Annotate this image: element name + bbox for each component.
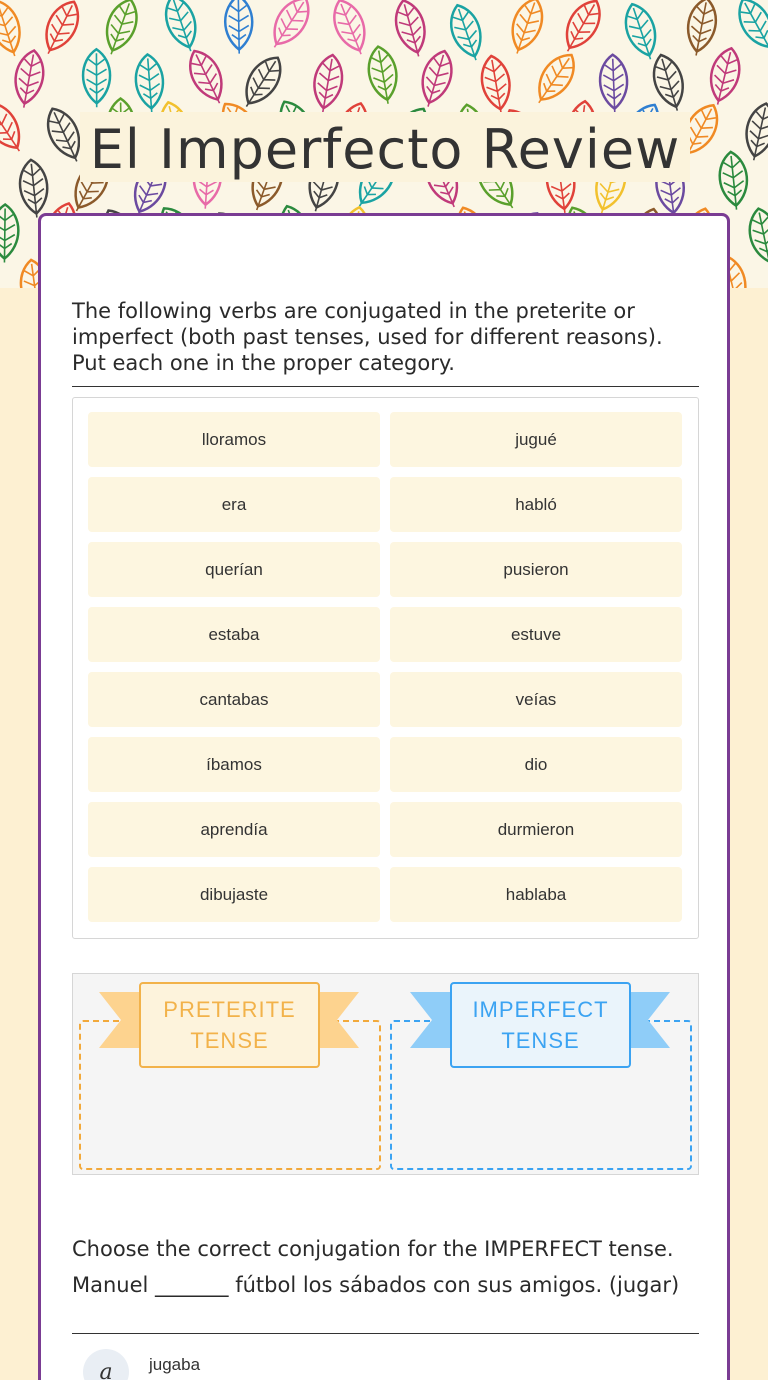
leaf-icon bbox=[0, 95, 31, 158]
leaf-icon bbox=[235, 50, 289, 113]
leaf-icon bbox=[683, 0, 720, 58]
category-label-line: PRETERITE bbox=[163, 997, 296, 1022]
word-chip[interactable]: pusieron bbox=[390, 542, 682, 597]
leaf-icon bbox=[160, 0, 204, 55]
word-chip[interactable]: dibujaste bbox=[88, 867, 380, 922]
leaf-icon bbox=[10, 48, 47, 110]
page-title: El Imperfecto Review bbox=[89, 118, 681, 181]
leaf-icon bbox=[619, 0, 663, 63]
preterite-category-label bbox=[139, 982, 320, 1068]
divider bbox=[72, 1333, 699, 1334]
leaf-icon bbox=[83, 49, 110, 107]
imperfect-category-label bbox=[450, 982, 631, 1068]
leaf-icon bbox=[134, 53, 165, 113]
leaf-icon bbox=[390, 0, 431, 60]
word-chip[interactable]: cantabas bbox=[88, 672, 380, 727]
leaf-icon bbox=[36, 0, 86, 60]
leaf-icon bbox=[717, 151, 750, 211]
word-chip[interactable]: estuve bbox=[390, 607, 682, 662]
leaf-icon bbox=[263, 0, 317, 55]
worksheet-card bbox=[38, 213, 730, 1380]
word-chip[interactable]: íbamos bbox=[88, 737, 380, 792]
word-chip[interactable]: veías bbox=[390, 672, 682, 727]
word-chip[interactable]: lloramos bbox=[88, 412, 380, 467]
leaf-icon bbox=[599, 54, 628, 113]
leaf-icon bbox=[415, 47, 457, 110]
leaf-icon bbox=[327, 0, 374, 59]
leaf-icon bbox=[225, 0, 253, 54]
word-chip[interactable]: dio bbox=[390, 737, 682, 792]
leaf-icon bbox=[731, 0, 768, 57]
leaf-icon bbox=[478, 54, 514, 116]
leaf-icon bbox=[0, 204, 19, 262]
leaf-icon bbox=[182, 45, 232, 109]
word-chip[interactable]: estaba bbox=[88, 607, 380, 662]
word-chip[interactable]: durmieron bbox=[390, 802, 682, 857]
title-box bbox=[80, 112, 690, 182]
leaf-icon bbox=[365, 44, 402, 106]
word-chip[interactable]: aprendía bbox=[88, 802, 380, 857]
answer-option-a[interactable] bbox=[83, 1349, 683, 1380]
word-chip[interactable]: hablaba bbox=[390, 867, 682, 922]
leaf-icon bbox=[310, 53, 346, 115]
question2-prompt: Manuel _______ fútbol los sábados con sus amigos. (jugar) bbox=[72, 1273, 680, 1297]
leaf-icon bbox=[504, 0, 548, 58]
leaf-icon bbox=[761, 257, 768, 288]
leaf-icon bbox=[17, 158, 50, 218]
word-chip[interactable]: habló bbox=[390, 477, 682, 532]
word-chip[interactable]: era bbox=[88, 477, 380, 532]
sort-area bbox=[72, 973, 699, 1175]
leaf-icon bbox=[556, 0, 608, 58]
leaf-icon bbox=[0, 0, 28, 60]
leaf-icon bbox=[528, 47, 583, 110]
leaf-icon bbox=[704, 45, 744, 108]
leaf-icon bbox=[741, 101, 768, 163]
divider bbox=[72, 386, 699, 387]
question1-instructions: The following verbs are conjugated in the preterite or imperfect (both past tenses, used for different reasons). Put each one in the proper category. bbox=[72, 299, 663, 375]
word-bank bbox=[72, 397, 699, 939]
word-chip[interactable]: querían bbox=[88, 542, 380, 597]
word-chip[interactable]: jugué bbox=[390, 412, 682, 467]
category-label-line: TENSE bbox=[501, 1028, 580, 1053]
question2-instructions: Choose the correct conjugation for the IMPERFECT tense. bbox=[72, 1237, 674, 1261]
category-label-line: IMPERFECT bbox=[472, 997, 609, 1022]
option-letter-badge: a bbox=[83, 1349, 129, 1380]
category-label-line: TENSE bbox=[190, 1028, 269, 1053]
option-text: jugaba bbox=[149, 1355, 201, 1374]
leaf-icon bbox=[745, 206, 768, 268]
leaf-icon bbox=[98, 0, 143, 59]
leaf-icon bbox=[445, 1, 489, 65]
